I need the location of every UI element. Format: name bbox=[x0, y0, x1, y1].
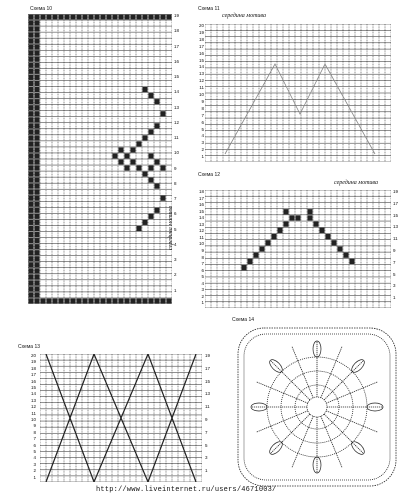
scheme-12-motif-center-note: середина мотива bbox=[334, 180, 378, 186]
scheme-11-motif-center-note: середина мотива bbox=[222, 13, 266, 19]
scheme-11-title: Схема 11 bbox=[198, 6, 220, 12]
scheme-10-row-numbers: 19 18 17 16 15 14 13 12 11 10 9 8 7 6 5 4 3 2 1 bbox=[174, 13, 180, 293]
scheme-12-row-numbers-left: 18 17 16 15 14 13 12 11 10 9 8 7 6 5 4 3 2 1 bbox=[198, 189, 204, 306]
scheme-13-row-numbers-left: 20 19 18 17 16 15 14 13 12 11 10 9 8 7 6 5 4 3 2 1 bbox=[30, 353, 36, 480]
scheme-14-title: Схема 14 bbox=[232, 317, 255, 323]
scheme-11-row-numbers: 20 19 18 17 16 15 14 13 12 11 10 9 8 7 6 5 4 3 2 1 bbox=[198, 23, 204, 160]
scheme-11-grid bbox=[205, 24, 391, 162]
scheme-10-title: Схема 10 bbox=[30, 6, 53, 12]
scheme-14-square-motif bbox=[234, 324, 400, 490]
scheme-13-row-numbers-right: 19 17 15 13 11 9 7 5 3 1 bbox=[205, 353, 211, 474]
scheme-12-title: Схема 12 bbox=[198, 172, 221, 178]
scheme-10-grid bbox=[28, 14, 172, 304]
source-url-watermark: http://www.liveinternet.ru/users/4671003/ bbox=[96, 486, 277, 494]
scheme-12-row-numbers-right: 19 17 15 13 11 9 7 5 3 1 bbox=[393, 189, 399, 301]
scheme-10-motif-center-note: середина мотива bbox=[168, 206, 174, 250]
scheme-13-grid bbox=[40, 354, 202, 482]
scheme-13-title: Схема 13 bbox=[18, 344, 41, 350]
scheme-12-grid bbox=[205, 190, 391, 308]
